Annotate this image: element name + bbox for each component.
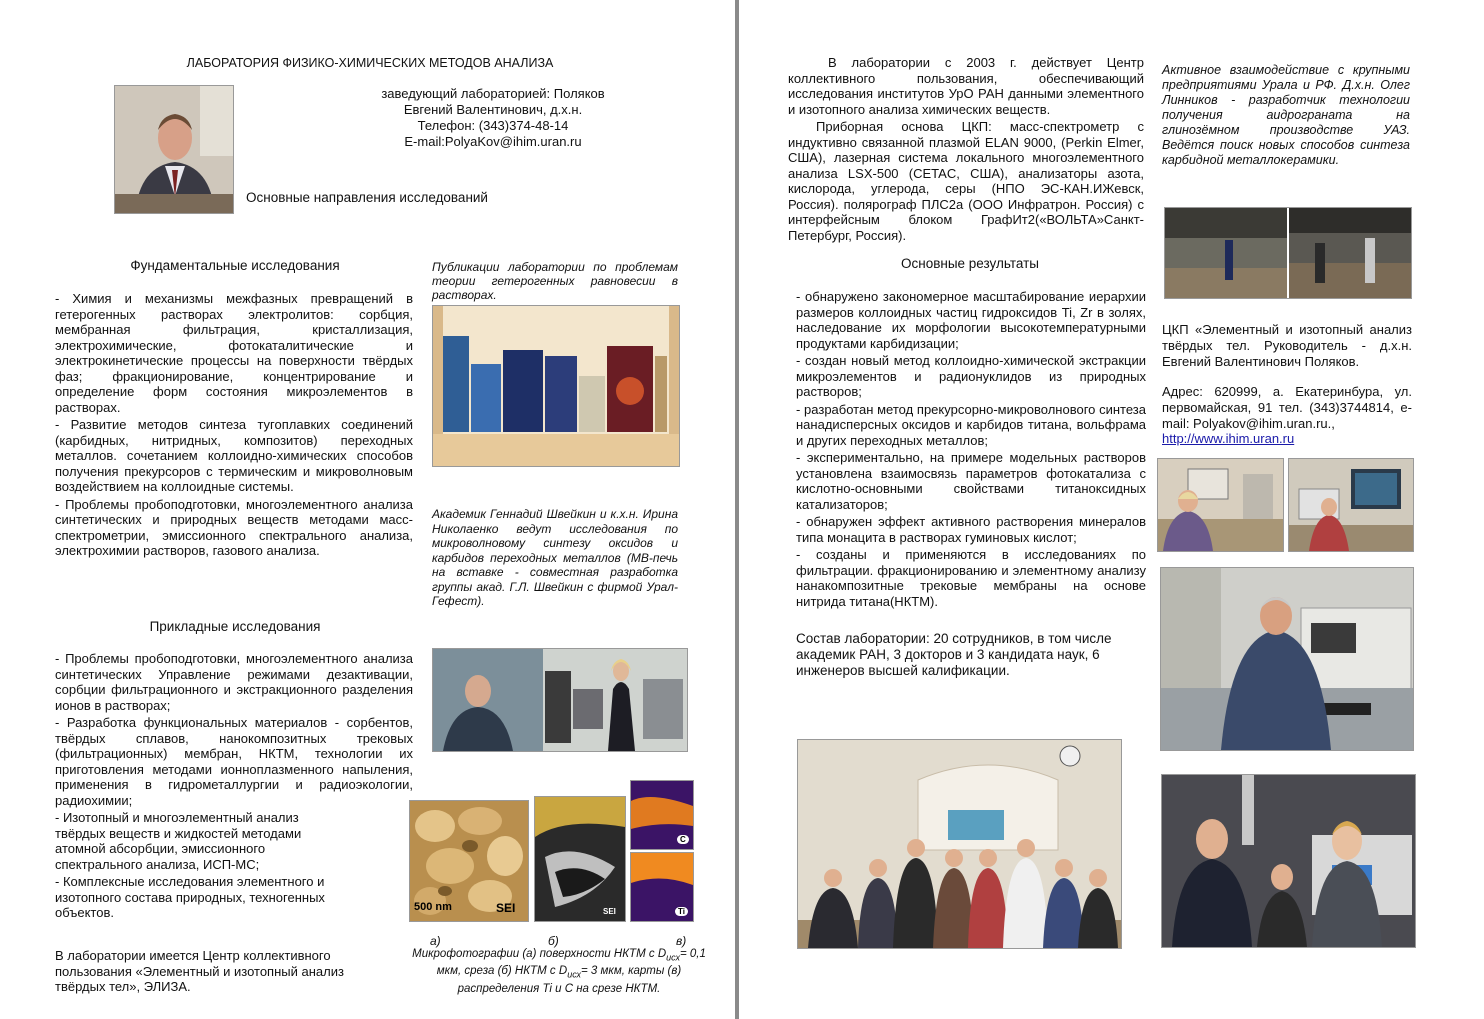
intro-para: В лаборатории с 2003 г. действует Центр коллективного пользования, обеспечивающий исследования институтов УрО РАН данными элементного и изотопного анализа химических веществ.	[788, 55, 1144, 117]
results-para: - созданы и применяются в исследованиях по фильтрации. фракционированию и элементному анализу нанакомпозитные трековые мембраны на основе нитрида титана(НКТМ).	[796, 547, 1146, 609]
sei-label: SEI	[496, 901, 516, 915]
instrument-photo	[1160, 567, 1414, 751]
applied-text	[55, 651, 413, 923]
academic-photo	[432, 648, 688, 752]
micro-letter-c: в)	[676, 934, 687, 948]
intro-text	[788, 55, 1144, 245]
academic-caption: Академик Геннадий Швейкин и к.х.н. Ирина Николаенко ведут исследования по микроволновому синтезу оксидов и карбидов переходных металлов (МВ-печь на вставке - совместная разработка группы акад. Г.Л. Швейкин с фирмой Урал-Гефест).	[432, 507, 678, 608]
micrograph-map-ti	[630, 852, 694, 922]
micrograph-surface	[409, 800, 529, 922]
fundamental-heading: Фундаментальные исследования	[130, 258, 340, 273]
results-para: - обнаружено закономерное масштабирование иерархии размеров коллоидных частиц гидроксидов Ti, Zr в золях, наследование их морфологии высокотемпературными продуктами карбидизации;	[796, 289, 1146, 351]
fundamental-para: - Химия и механизмы межфазных превращений в гетерогенных растворах электролитов: сорбция, мембранная фильтрация, кристаллизация, электрохимические, фотокаталитические и электрокинетические процессы на поверхности твёрдых фаз; фракционирование, концентрирование и определение форм состояния микроэлементов в растворах.	[55, 291, 413, 415]
sei-label-2: SEI	[603, 907, 616, 916]
scale-bar-label: 500 nm	[414, 901, 452, 913]
carbon-label: C	[677, 835, 689, 844]
micrograph-section	[534, 796, 626, 922]
lab-photo-left	[1157, 458, 1284, 552]
micro-caption: Микрофотографии (а) поверхности НКТМ с $D_{исх}= 0,1$ мкм, среза (б) НКТМ с $D_{исх}= 3$ мкм, карты (в) распределения Ti и C на срезе НКТМ.	[412, 948, 706, 995]
results-para: - экспериментально, на примере модельных растворов установлена взаимосвязь параметров фотокатализа с кислотно-основными свойствами титаноксидных катализаторов;	[796, 450, 1146, 512]
website-link[interactable]: http://www.ihim.uran.ru	[1162, 431, 1295, 446]
group-photo	[797, 739, 1122, 949]
results-heading: Основные результаты	[901, 256, 1039, 271]
applied-para: - Комплексные исследования элементного и изотопного состава природных, техногенных объектов.	[55, 874, 325, 920]
fundamental-text	[55, 291, 413, 561]
address-text: Адрес: 620999, а. Екатеринбура, ул. первомайская, 91 тел. (343)3744814, e-mail: Polyakov@ihim.uran.ru.,	[1162, 384, 1412, 431]
lab-photo-right	[1288, 458, 1414, 552]
applied-para: - Проблемы пробоподготовки, многоэлементного анализа синтетических Управление режимами дезактивации, сорбции фильтрационного и экстракционного разделения ионов в растворах;	[55, 651, 413, 713]
applied-heading: Прикладные исследования	[149, 619, 321, 634]
publications-photo	[432, 305, 680, 467]
micro-letter-b: б)	[548, 934, 559, 948]
results-para: - разработан метод прекурсорно-микроволнового синтеза нанадисперсных оксидов и карбидов титана, вольфрама и других переходных металлов;	[796, 401, 1146, 448]
lab-title: ЛАБОРАТОРИЯ ФИЗИКО-ХИМИЧЕСКИХ МЕТОДОВ АНАЛИЗА	[186, 56, 554, 70]
fundamental-para: - Проблемы пробоподготовки, многоэлементного анализа синтетических и природных веществ методами масс-спектрометрии, эмиссионного спектрального анализа, электрохимии растворов, газового анализа.	[55, 496, 413, 558]
head-portrait-photo	[114, 85, 234, 214]
micrograph-map-c	[630, 780, 694, 850]
micro-letter-a: а)	[430, 934, 441, 948]
ckp-text: ЦКП «Элементный и изотопный анализ твёрдых тел. Руководитель - д.х.н. Евгений Валентинович Поляков.	[1162, 322, 1412, 369]
head-name-line2: Евгений Валентинович, д.х.н.	[403, 102, 583, 117]
applied-para: - Разработка функциональных материалов - сорбентов, твёрдых сплавов, нанокомпозитных трековых (фильтрационных) мембран, НКТМ, технологии их приготовления методами ионноплазменного напыления, применения в гидрометаллургии и радиоэкологии, радиохимии;	[55, 715, 413, 808]
head-contact-block	[348, 86, 638, 150]
results-text	[796, 289, 1146, 611]
applied-para: - Изотопный и многоэлементный анализ твёрдых веществ и жидкостей методами атомной абсорбции, эмиссионного спектрального анализа, ИСП-МС;	[55, 810, 302, 872]
staff-text: Состав лаборатории: 20 сотрудников, в том числе академик РАН, 3 докторов и 3 кандидата наук, 6 инженеров высшей калификации.	[796, 631, 1112, 678]
factory-photo	[1164, 207, 1412, 299]
intro-para: Приборная основа ЦКП: масс-спектрометр с индуктивно связанной плазмой ELAN 9000, (Perkin Elmer, США), лазерная система локального многоэлементного анализа LSX-500 (CETAC, США), анализаторы азота, кислорода, углерода, серы (НПО ЭС-КАН.ИЖевск, Россия). полярограф ПЛС2а (ООО Инфратрон. Россия) с интерфейсным блоком ГрафИт2(«ВОЛЬТА»Санкт-Петербург, Россия).	[788, 119, 1144, 243]
fundamental-para: - Развитие методов синтеза тугоплавких соединений (карбидных, нитридных, композитов) переходных металлов. сочетанием коллоидно-химических способов получения прекурсоров с термическим и микроволновым воздействием на коллоидные системы.	[55, 417, 413, 494]
titanium-label: Ti	[675, 907, 688, 916]
head-name-line1: заведующий лабораторией: Поляков	[381, 86, 605, 101]
center-note: В лаборатории имеется Центр коллективного пользования «Элементный и изотопный анализ твёрдых тел», ЭЛИЗА.	[55, 948, 344, 994]
head-phone: Телефон: (343)374-48-14	[417, 118, 569, 133]
urals-caption: Активное взаимодействие с крупными предприятиями Урала и РФ. Д.х.н. Олег Линников - разработчик технологии получения аидрограната на глинозёмном производстве УАЗ. Ведётся поиск новых способов синтеза карбидной металлокерамики.	[1162, 63, 1410, 167]
main-directions-heading: Основные направления исследований	[246, 190, 488, 205]
results-para: - создан новый метод коллоидно-химической экстракции микроэлементов и радионуклидов из природных растворов;	[796, 353, 1146, 399]
results-para: - обнаружен эффект активного растворения минералов типа монацита в растворах гуминовых кислот;	[796, 514, 1146, 545]
page-separator	[735, 0, 739, 1019]
publications-caption: Публикации лаборатории по проблемам теории гетерогенных равновесии в растворах.	[432, 260, 678, 302]
head-email: E-mail:PolyaKov@ihim.uran.ru	[404, 134, 582, 149]
team-instrument-photo	[1161, 774, 1416, 948]
